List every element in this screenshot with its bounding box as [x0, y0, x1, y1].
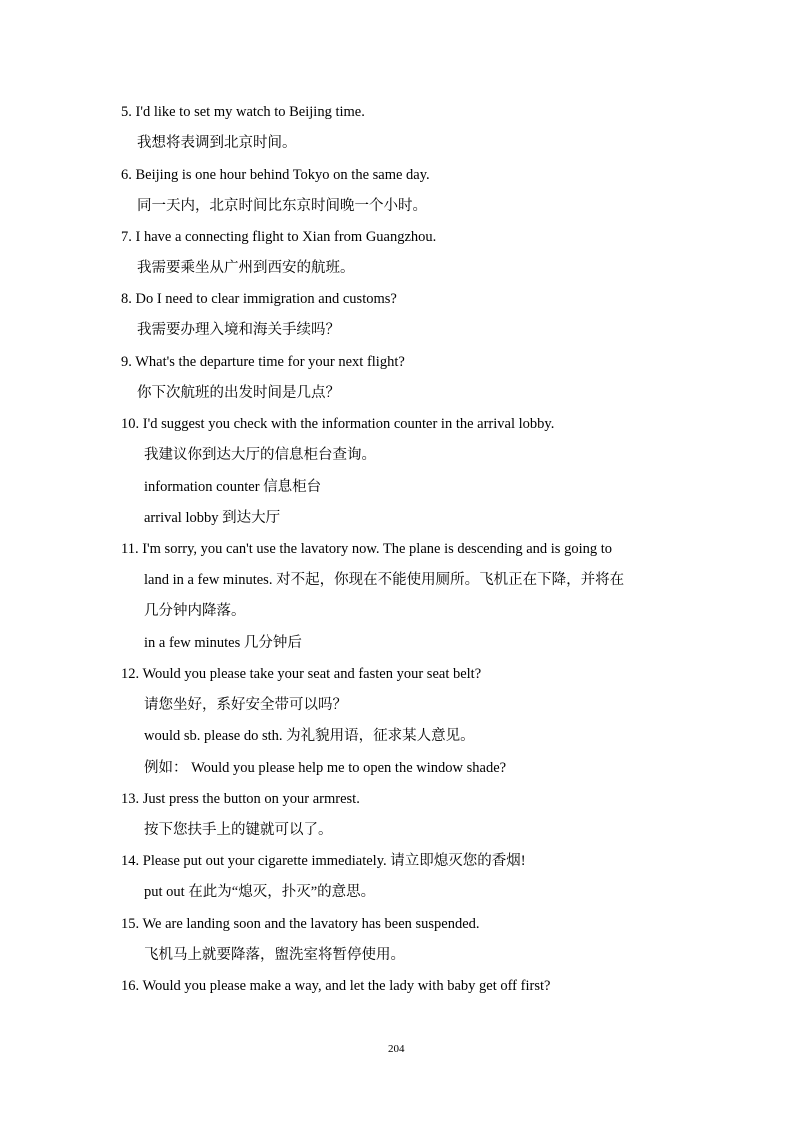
item-5-english: 5. I'd like to set my watch to Beijing time. — [121, 104, 365, 120]
item-15-english: 15. We are landing soon and the lavatory has been suspended. — [121, 916, 480, 932]
item-11-line-3: 几分钟内降落。 — [144, 603, 246, 619]
item-7-chinese: 我需要乘坐从广州到西安的航班。 — [137, 260, 355, 276]
item-10-chinese: 我建议你到达大厅的信息柜台查询。 — [144, 447, 376, 463]
item-11-line-2: land in a few minutes. 对不起，你现在不能使用厕所。飞机正在下降，并将在 — [144, 572, 625, 588]
item-5-chinese: 我想将表调到北京时间。 — [137, 135, 297, 151]
item-6-chinese: 同一天内，北京时间比东京时间晚一个小时。 — [137, 198, 427, 214]
item-12-chinese: 请您坐好，系好安全带可以吗？ — [144, 697, 347, 713]
item-12-note-2: 例如： Would you please help me to open the window shade? — [144, 760, 507, 776]
item-10-english: 10. I'd suggest you check with the information counter in the arrival lobby. — [121, 416, 555, 432]
item-8-chinese: 我需要办理入境和海关手续吗？ — [137, 322, 340, 338]
item-14-note: put out 在此为“熄灭，扑灭”的意思。 — [144, 884, 376, 900]
item-6-english: 6. Beijing is one hour behind Tokyo on the same day. — [121, 167, 430, 183]
item-7-english: 7. I have a connecting flight to Xian from Guangzhou. — [121, 229, 437, 245]
item-12-note-1: would sb. please do sth. 为礼貌用语，征求某人意见。 — [144, 728, 475, 744]
item-15-chinese: 飞机马上就要降落，盥洗室将暂停使用。 — [144, 947, 405, 963]
item-10-note-2: arrival lobby 到达大厅 — [144, 510, 281, 526]
page-number: 204 — [388, 1043, 405, 1055]
item-16-english: 16. Would you please make a way, and let the lady with baby get off first? — [121, 978, 551, 994]
item-9-english: 9. What's the departure time for your next flight? — [121, 354, 405, 370]
item-13-english: 13. Just press the button on your armrest. — [121, 791, 360, 807]
item-9-chinese: 你下次航班的出发时间是几点？ — [137, 385, 340, 401]
item-8-english: 8. Do I need to clear immigration and customs? — [121, 291, 397, 307]
item-11-line-1: 11. I'm sorry, you can't use the lavatory now. The plane is descending and is going to — [121, 541, 613, 557]
item-13-chinese: 按下您扶手上的键就可以了。 — [144, 822, 333, 838]
item-14-english: 14. Please put out your cigarette immediately. 请立即熄灭您的香烟! — [121, 853, 526, 869]
item-10-note-1: information counter 信息柜台 — [144, 479, 322, 495]
item-11-note: in a few minutes 几分钟后 — [144, 635, 302, 651]
item-12-english: 12. Would you please take your seat and fasten your seat belt? — [121, 666, 482, 682]
